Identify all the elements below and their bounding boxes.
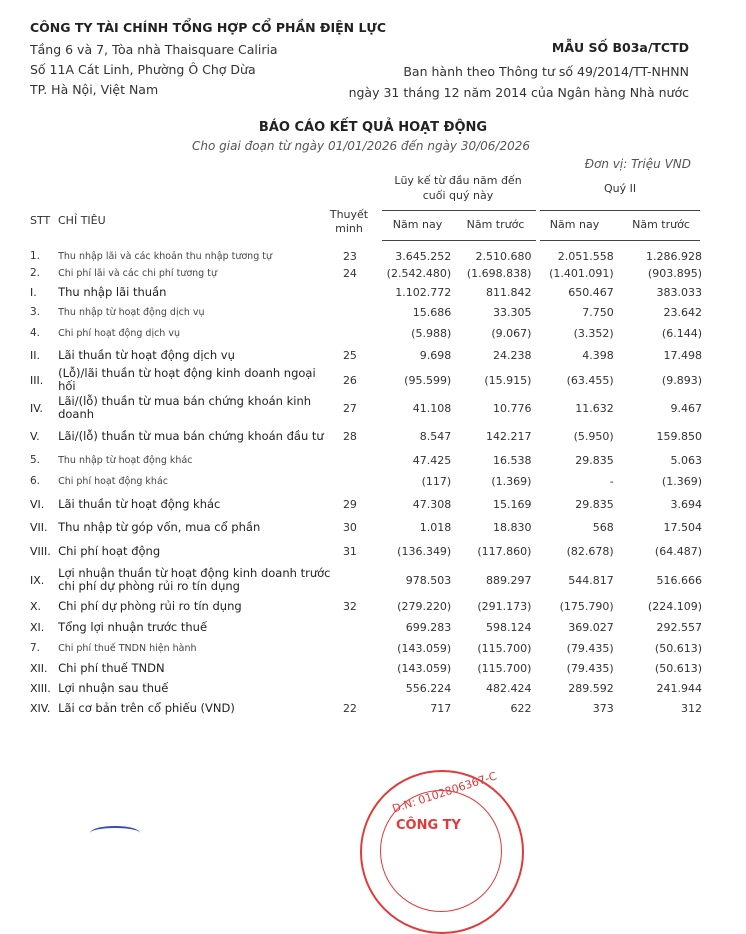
row-ytd-last-year: 889.297 bbox=[485, 573, 532, 587]
seal-number: D.N: 0102806367-C bbox=[390, 769, 499, 816]
address-line-2: Số 11A Cát Linh, Phường Ô Chợ Dừa bbox=[30, 62, 256, 77]
table-row bbox=[30, 596, 702, 616]
table-row bbox=[30, 698, 702, 718]
row-ytd-last-year: 598.124 bbox=[485, 620, 532, 634]
row-q-this-year: - bbox=[609, 474, 614, 488]
row-q-last-year: 17.498 bbox=[663, 348, 702, 362]
row-note bbox=[334, 470, 366, 492]
row-q-last-year: (224.109) bbox=[647, 599, 702, 613]
table-row bbox=[30, 450, 702, 470]
row-q-this-year: (5.950) bbox=[573, 429, 614, 443]
row-q-last-year: 23.642 bbox=[663, 306, 702, 319]
table-row bbox=[30, 616, 702, 638]
address-line-3: TP. Hà Nội, Việt Nam bbox=[30, 82, 159, 97]
row-q-last-year: 312 bbox=[681, 701, 702, 715]
row-ytd-last-year: (9.067) bbox=[491, 327, 532, 340]
form-description-1: Ban hành theo Thông tư số 49/2014/TT-NHNN bbox=[403, 64, 689, 79]
row-q-this-year: 4.398 bbox=[582, 348, 614, 362]
row-ytd-last-year: 2.510.680 bbox=[475, 249, 532, 263]
table-row bbox=[30, 538, 702, 564]
column-group-quarter: Quý II bbox=[603, 182, 637, 195]
table-row bbox=[30, 492, 702, 516]
company-name: CÔNG TY TÀI CHÍNH TỔNG HỢP CỔ PHẦN ĐIỆN LỰC bbox=[30, 20, 387, 35]
column-header-note-1: Thuyết bbox=[329, 208, 369, 221]
row-ytd-this-year: (279.220) bbox=[397, 599, 452, 613]
row-stt: 6. bbox=[30, 474, 41, 487]
row-q-last-year: (50.613) bbox=[654, 641, 702, 655]
row-item-name: Lãi/(lỗ) thuần từ mua bán chứng khoán kinh doanh bbox=[58, 394, 312, 421]
row-stt: 3. bbox=[30, 306, 41, 318]
row-item-name: Chi phí dự phòng rủi ro tín dụng bbox=[58, 598, 242, 613]
column-header-q-this-year: Năm nay bbox=[549, 218, 600, 231]
row-ytd-last-year: (115.700) bbox=[477, 641, 532, 655]
column-header-stt: STT bbox=[30, 214, 51, 227]
table-row bbox=[30, 302, 702, 323]
column-header-q-last-year: Năm trước bbox=[632, 218, 690, 231]
row-item-name: Thu nhập lãi thuần bbox=[58, 284, 167, 299]
column-header-item: CHỈ TIÊU bbox=[58, 214, 106, 227]
table-row bbox=[30, 248, 702, 264]
row-q-this-year: (3.352) bbox=[573, 327, 614, 340]
row-ytd-last-year: 15.169 bbox=[492, 497, 532, 511]
row-item-name: Thu nhập từ hoạt động khác bbox=[58, 454, 193, 466]
row-stt: XI. bbox=[30, 620, 45, 634]
row-note bbox=[334, 282, 366, 302]
row-item-name: Thu nhập từ góp vốn, mua cổ phần bbox=[58, 519, 261, 534]
row-stt: XIV. bbox=[30, 701, 51, 715]
row-ytd-last-year: 24.238 bbox=[492, 348, 532, 362]
signature-stroke bbox=[90, 826, 140, 840]
row-note: 24 bbox=[342, 266, 357, 280]
table-row bbox=[30, 323, 702, 344]
row-note bbox=[334, 450, 366, 470]
table-row bbox=[30, 678, 702, 698]
column-header-ytd-last-year: Năm trước bbox=[466, 218, 525, 231]
row-ytd-this-year: 15.686 bbox=[412, 306, 452, 319]
row-q-last-year: 159.850 bbox=[656, 429, 702, 443]
row-item-name: Chi phí hoạt động khác bbox=[58, 475, 168, 487]
row-q-this-year: (79.435) bbox=[566, 641, 614, 655]
row-q-this-year: 289.592 bbox=[568, 681, 614, 695]
row-ytd-this-year: (95.599) bbox=[404, 373, 452, 387]
row-ytd-this-year: (2.542.480) bbox=[386, 266, 452, 280]
row-stt: VI. bbox=[30, 497, 45, 511]
form-number: MẪU SỐ B03a/TCTD bbox=[551, 40, 689, 55]
row-ytd-this-year: 1.018 bbox=[419, 520, 452, 534]
row-q-last-year: (6.144) bbox=[661, 327, 702, 340]
row-item-name: Tổng lợi nhuận trước thuế bbox=[58, 619, 208, 634]
row-q-last-year: 1.286.928 bbox=[646, 249, 702, 263]
row-note: 22 bbox=[342, 701, 357, 715]
row-q-this-year: (79.435) bbox=[566, 661, 614, 675]
row-ytd-this-year: 978.503 bbox=[405, 573, 452, 587]
row-q-last-year: 292.557 bbox=[656, 620, 702, 634]
row-item-name: Chi phí thuế TNDN bbox=[58, 660, 165, 675]
row-item-name: Lãi thuần từ hoạt động dịch vụ bbox=[58, 347, 235, 362]
row-ytd-this-year: 9.698 bbox=[419, 348, 452, 362]
row-stt: IX. bbox=[30, 573, 45, 587]
row-ytd-this-year: 47.425 bbox=[412, 453, 452, 467]
row-note: 30 bbox=[342, 520, 357, 534]
row-q-last-year: 17.504 bbox=[663, 520, 702, 534]
row-item-name: Lãi thuần từ hoạt động khác bbox=[58, 496, 221, 511]
row-stt: III. bbox=[30, 373, 44, 387]
row-stt: X. bbox=[30, 599, 42, 613]
row-ytd-this-year: 8.547 bbox=[419, 429, 452, 443]
row-item-name: Lợi nhuận sau thuế bbox=[58, 680, 169, 695]
row-note bbox=[334, 323, 366, 344]
row-stt: 4. bbox=[30, 327, 41, 339]
table-row bbox=[30, 422, 702, 450]
company-seal bbox=[360, 770, 524, 934]
row-item-name: Lợi nhuận thuần từ hoạt động kinh doanh trước chi phí dự phòng rủi ro tín dụng bbox=[58, 566, 331, 593]
table-row bbox=[30, 344, 702, 366]
row-ytd-last-year: (115.700) bbox=[477, 661, 532, 675]
header-underline-ytd bbox=[382, 240, 536, 241]
row-ytd-last-year: (1.698.838) bbox=[466, 266, 532, 280]
row-q-last-year: 3.694 bbox=[670, 497, 702, 511]
table-row bbox=[30, 394, 702, 422]
income-statement-table bbox=[30, 248, 702, 718]
row-stt: II. bbox=[30, 348, 40, 362]
row-q-last-year: 383.033 bbox=[656, 285, 702, 299]
row-ytd-this-year: (136.349) bbox=[397, 544, 452, 558]
table-row bbox=[30, 638, 702, 658]
table-row bbox=[30, 282, 702, 302]
row-q-this-year: 369.027 bbox=[568, 620, 614, 634]
row-q-last-year: 9.467 bbox=[670, 401, 702, 415]
row-ytd-this-year: 556.224 bbox=[405, 681, 452, 695]
row-stt: XII. bbox=[30, 661, 48, 675]
row-ytd-last-year: 33.305 bbox=[492, 306, 532, 319]
row-q-this-year: (175.790) bbox=[559, 599, 614, 613]
row-q-this-year: 29.835 bbox=[575, 453, 614, 467]
header-divider-ytd bbox=[382, 210, 536, 211]
table-row bbox=[30, 470, 702, 492]
report-subtitle: Cho giai đoạn từ ngày 01/01/2026 đến ngày 30/06/2026 bbox=[192, 139, 530, 153]
row-q-this-year: 544.817 bbox=[568, 573, 614, 587]
form-description-2: ngày 31 tháng 12 năm 2014 của Ngân hàng Nhà nước bbox=[348, 85, 689, 100]
column-group-ytd-1: Lũy kế từ đầu năm đến bbox=[394, 174, 522, 187]
row-q-this-year: 373 bbox=[592, 701, 614, 715]
row-q-last-year: (903.895) bbox=[647, 266, 702, 280]
row-note bbox=[334, 616, 366, 638]
report-title: BÁO CÁO KẾT QUẢ HOẠT ĐỘNG bbox=[258, 120, 488, 135]
row-ytd-last-year: 622 bbox=[510, 701, 532, 715]
row-ytd-this-year: (117) bbox=[421, 474, 452, 488]
row-q-last-year: 241.944 bbox=[656, 681, 702, 695]
row-item-name: Thu nhập từ hoạt động dịch vụ bbox=[58, 307, 205, 318]
row-item-name: Chi phí hoạt động bbox=[58, 543, 161, 558]
row-q-this-year: (82.678) bbox=[566, 544, 614, 558]
row-note: 25 bbox=[342, 348, 357, 362]
row-note: 29 bbox=[342, 497, 357, 511]
seal-text: CÔNG TY bbox=[396, 818, 461, 833]
row-ytd-this-year: 1.102.772 bbox=[395, 285, 452, 299]
row-item-name: Chi phí hoạt động dịch vụ bbox=[58, 328, 180, 339]
row-ytd-this-year: 699.283 bbox=[405, 620, 452, 634]
row-ytd-last-year: (1.369) bbox=[491, 474, 532, 488]
row-note bbox=[334, 638, 366, 658]
table-row bbox=[30, 366, 702, 394]
column-header-ytd-this-year: Năm nay bbox=[392, 218, 443, 231]
row-note: 23 bbox=[342, 249, 357, 263]
row-stt: VII. bbox=[30, 520, 48, 534]
row-q-this-year: 7.750 bbox=[582, 306, 614, 319]
row-ytd-this-year: (143.059) bbox=[397, 641, 452, 655]
row-stt: VIII. bbox=[30, 544, 51, 558]
row-ytd-last-year: 10.776 bbox=[492, 401, 532, 415]
row-note: 28 bbox=[342, 429, 357, 443]
row-note bbox=[334, 564, 366, 596]
table-row bbox=[30, 264, 702, 282]
row-q-this-year: 11.632 bbox=[575, 401, 614, 415]
row-note bbox=[334, 658, 366, 678]
row-note bbox=[334, 678, 366, 698]
row-note bbox=[334, 302, 366, 323]
row-note: 26 bbox=[342, 373, 357, 387]
row-ytd-last-year: 142.217 bbox=[485, 429, 532, 443]
row-note: 32 bbox=[342, 599, 357, 613]
row-stt: I. bbox=[30, 285, 37, 299]
row-q-last-year: (50.613) bbox=[654, 661, 702, 675]
row-q-this-year: (63.455) bbox=[566, 373, 614, 387]
column-group-ytd-2: cuối quý này bbox=[422, 189, 494, 202]
row-q-this-year: 2.051.558 bbox=[557, 249, 614, 263]
row-ytd-last-year: 811.842 bbox=[485, 285, 532, 299]
row-ytd-last-year: (291.173) bbox=[477, 599, 532, 613]
row-ytd-this-year: 41.108 bbox=[412, 401, 452, 415]
row-q-this-year: 650.467 bbox=[568, 285, 614, 299]
row-q-this-year: 29.835 bbox=[575, 497, 614, 511]
row-q-last-year: (64.487) bbox=[654, 544, 702, 558]
row-note: 31 bbox=[342, 544, 357, 558]
row-q-last-year: (1.369) bbox=[661, 474, 702, 488]
row-item-name: Lãi/(lỗ) thuần từ mua bán chứng khoán đầu tư bbox=[58, 428, 324, 443]
table-row bbox=[30, 658, 702, 678]
row-q-last-year: (9.893) bbox=[661, 373, 702, 387]
table-row bbox=[30, 564, 702, 596]
address-line-1: Tầng 6 và 7, Tòa nhà Thaisquare Caliria bbox=[30, 42, 278, 57]
row-stt: 7. bbox=[30, 641, 41, 654]
row-item-name: Chi phí thuế TNDN hiện hành bbox=[58, 642, 197, 654]
row-ytd-last-year: (15.915) bbox=[484, 373, 532, 387]
table-row bbox=[30, 516, 702, 538]
row-stt: XIII. bbox=[30, 681, 51, 695]
row-q-this-year: (1.401.091) bbox=[549, 266, 614, 280]
row-item-name: Lãi cơ bản trên cổ phiếu (VND) bbox=[58, 700, 235, 715]
row-stt: 2. bbox=[30, 266, 41, 279]
row-ytd-last-year: 482.424 bbox=[485, 681, 532, 695]
row-ytd-this-year: 47.308 bbox=[412, 497, 452, 511]
row-q-this-year: 568 bbox=[592, 520, 614, 534]
currency-unit: Đơn vị: Triệu VND bbox=[584, 157, 691, 171]
header-underline-quarter bbox=[540, 240, 700, 241]
row-ytd-this-year: 717 bbox=[430, 701, 452, 715]
column-header-note-2: minh bbox=[335, 222, 363, 235]
row-q-last-year: 516.666 bbox=[656, 573, 702, 587]
row-stt: V. bbox=[30, 429, 40, 443]
row-ytd-last-year: 16.538 bbox=[492, 453, 532, 467]
row-q-last-year: 5.063 bbox=[670, 453, 702, 467]
row-item-name: Chi phí lãi và các chi phí tương tự bbox=[58, 267, 217, 279]
row-item-name: (Lỗ)/lãi thuần từ hoạt động kinh doanh ngoại hối bbox=[58, 366, 316, 393]
row-stt: 1. bbox=[30, 249, 41, 262]
row-stt: IV. bbox=[30, 401, 43, 415]
header-divider-quarter bbox=[540, 210, 700, 211]
row-ytd-last-year: 18.830 bbox=[492, 520, 532, 534]
row-item-name: Thu nhập lãi và các khoản thu nhập tương tự bbox=[58, 250, 272, 262]
row-stt: 5. bbox=[30, 453, 41, 466]
row-note: 27 bbox=[342, 401, 357, 415]
row-ytd-this-year: 3.645.252 bbox=[395, 249, 452, 263]
row-ytd-this-year: (5.988) bbox=[411, 327, 452, 340]
row-ytd-this-year: (143.059) bbox=[397, 661, 452, 675]
row-ytd-last-year: (117.860) bbox=[477, 544, 532, 558]
